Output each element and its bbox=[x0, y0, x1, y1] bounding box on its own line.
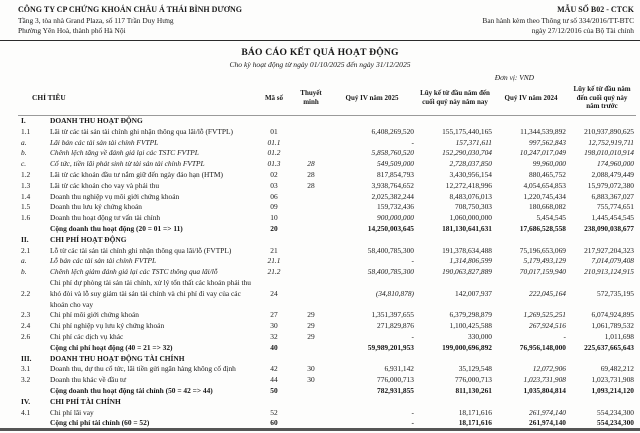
value-q4-2025: 59,989,201,953 bbox=[367, 342, 414, 352]
row-num: IV. bbox=[21, 396, 31, 406]
ma-so-cell: 30 bbox=[270, 321, 278, 331]
thuyet-minh-cell bbox=[294, 224, 328, 235]
row-label: Doanh thu nghiệp vụ môi giới chứng khoán bbox=[50, 191, 180, 201]
sub-row bbox=[18, 148, 636, 159]
value-q4-2024: 267,924,516 bbox=[529, 321, 566, 331]
item-row bbox=[18, 364, 636, 375]
row-label: CHI PHÍ HOẠT ĐỘNG bbox=[50, 234, 127, 244]
value-ytd-prior bbox=[568, 397, 636, 408]
value-q4-2025: 58,400,785,300 bbox=[367, 267, 414, 277]
row-label: Cộng doanh thu hoạt động (20 = 01 => 11) bbox=[50, 223, 183, 233]
value-ytd-current: 35,129,548 bbox=[458, 364, 492, 374]
value-q4-2024: 4,054,654,853 bbox=[523, 180, 566, 190]
form-number: MẪU SỐ B02 - CTCK bbox=[557, 5, 634, 14]
section-row bbox=[18, 235, 636, 246]
item-row bbox=[18, 127, 636, 138]
ma-so-cell: 24 bbox=[270, 288, 278, 298]
value-q4-2025: 6,931,142 bbox=[384, 364, 414, 374]
thuyet-minh-cell: 29 bbox=[307, 331, 315, 341]
report-period: Cho kỳ hoạt động từ ngày 01/10/2025 đến ngày 31/12/2025 bbox=[229, 59, 411, 69]
row-label: Cổ tức, tiền lãi phát sinh từ tài sản tài chính FVTPL bbox=[50, 159, 205, 169]
value-ytd-prior: 1,061,789,532 bbox=[591, 321, 634, 331]
row-num: 1.2 bbox=[21, 170, 31, 179]
value-ytd-prior: 198,010,010,914 bbox=[584, 148, 634, 158]
report-table-body bbox=[18, 116, 636, 430]
row-label: Lãi từ các khoản đầu tư nắm giữ đến ngày đáo hạn (HTM) bbox=[50, 170, 223, 179]
value-ytd-current: 152,290,030,704 bbox=[442, 148, 492, 158]
value-ytd-prior: 69,482,212 bbox=[600, 364, 634, 374]
thuyet-minh-cell: 28 bbox=[307, 180, 315, 190]
ma-so-cell: 01.3 bbox=[267, 159, 281, 169]
value-ytd-current: 3,430,956,154 bbox=[449, 170, 492, 179]
value-ytd-current: 2,728,037,850 bbox=[449, 159, 492, 169]
thuyet-minh-cell bbox=[294, 116, 328, 127]
value-q4-2024: 1,023,731,908 bbox=[523, 375, 566, 385]
ma-so-cell: 21 bbox=[270, 245, 278, 255]
item-row bbox=[18, 375, 636, 386]
total-row bbox=[18, 224, 636, 235]
item-row bbox=[18, 278, 636, 310]
thuyet-minh-cell: 28 bbox=[307, 159, 315, 169]
ma-so-cell bbox=[254, 235, 294, 246]
value-q4-2024: 1,220,745,434 bbox=[523, 191, 566, 201]
value-ytd-prior: 1,011,698 bbox=[604, 331, 634, 341]
row-label: Doanh thu, dự thu cổ tức, lãi tiền gửi ngân hàng không cố định bbox=[50, 364, 236, 374]
row-num: I. bbox=[21, 116, 26, 126]
value-ytd-current: 181,130,641,631 bbox=[442, 223, 492, 233]
ma-so-cell: 27 bbox=[270, 310, 278, 320]
row-num: c. bbox=[21, 159, 27, 169]
value-ytd-prior: 174,960,000 bbox=[597, 159, 634, 169]
value-ytd-current: 18,171,616 bbox=[458, 418, 492, 428]
value-q4-2024 bbox=[494, 116, 568, 127]
row-num: a. bbox=[21, 137, 27, 147]
row-label: Chi phí nghiệp vụ lưu ký chứng khoán bbox=[50, 321, 165, 331]
value-q4-2024: 10,247,017,049 bbox=[519, 148, 566, 158]
row-label: Doanh thu hoạt động tư vấn tài chính bbox=[50, 213, 161, 223]
thuyet-minh-cell bbox=[294, 397, 328, 408]
value-q4-2025: 2,025,382,244 bbox=[371, 191, 414, 201]
thuyet-minh-cell bbox=[294, 213, 328, 224]
value-ytd-current: 776,000,713 bbox=[455, 375, 492, 385]
value-q4-2025: 5,858,760,520 bbox=[371, 148, 414, 158]
value-q4-2024: 5,179,493,129 bbox=[523, 256, 566, 266]
value-ytd-prior: 554,234,300 bbox=[597, 407, 634, 417]
ma-so-cell: 42 bbox=[270, 364, 278, 374]
ma-so-cell: 50 bbox=[270, 385, 278, 395]
value-ytd-prior: 12,752,919,711 bbox=[588, 137, 634, 147]
sub-row bbox=[18, 267, 636, 278]
column-header-ytd-current: Lũy kế từ đầu năm đến cuối quý này năm nay bbox=[416, 83, 494, 116]
value-q4-2025: 159,732,436 bbox=[377, 202, 414, 212]
column-header-thuyet-minh: Thuyết minh bbox=[294, 83, 328, 116]
ma-so-cell: 40 bbox=[270, 342, 278, 352]
row-label: Chi phí dự phòng tài sản tài chính, xử lý tổn thất các khoản phải thu khó đòi và lỗ suy giảm tài sản tài chính và chi phí đi vay của các khoản cho vay bbox=[50, 277, 251, 309]
thuyet-minh-cell: 30 bbox=[307, 364, 315, 374]
item-row bbox=[18, 310, 636, 321]
thuyet-minh-cell bbox=[294, 386, 328, 397]
value-ytd-current bbox=[416, 397, 494, 408]
thuyet-minh-cell bbox=[294, 235, 328, 246]
document-header bbox=[0, 0, 640, 39]
value-q4-2024: 99,960,000 bbox=[532, 159, 566, 169]
value-ytd-current: 191,378,634,488 bbox=[442, 245, 492, 255]
company-address-line1: Tầng 3, tòa nhà Grand Plaza, số 117 Trần Duy Hưng bbox=[18, 15, 174, 25]
item-row bbox=[18, 321, 636, 332]
value-q4-2025: 900,000,000 bbox=[377, 213, 414, 223]
thuyet-minh-cell bbox=[294, 202, 328, 213]
ma-so-cell: 21.2 bbox=[267, 267, 281, 277]
value-ytd-prior: 755,774,651 bbox=[597, 202, 634, 212]
row-label: Lỗ từ các tài sản tài chính ghi nhận thông qua lãi/lỗ (FVTPL) bbox=[50, 245, 232, 255]
thuyet-minh-cell bbox=[294, 408, 328, 419]
value-ytd-prior: 554,234,300 bbox=[597, 418, 634, 428]
value-q4-2025: 271,829,876 bbox=[377, 321, 414, 331]
row-num: III. bbox=[21, 353, 32, 363]
ma-so-cell: 10 bbox=[270, 213, 278, 223]
ma-so-cell: 09 bbox=[270, 202, 278, 212]
value-q4-2025: 782,931,855 bbox=[377, 385, 414, 395]
value-ytd-current: 155,175,440,165 bbox=[442, 126, 492, 136]
row-num bbox=[18, 224, 48, 235]
value-q4-2024: 1,269,525,251 bbox=[523, 310, 566, 320]
row-label: Cộng doanh thu hoạt động tài chính (50 = 42 => 44) bbox=[50, 385, 213, 395]
ma-so-cell bbox=[254, 397, 294, 408]
value-q4-2024: 261,974,140 bbox=[529, 418, 566, 428]
row-num: 2.3 bbox=[21, 310, 31, 320]
item-row bbox=[18, 246, 636, 257]
value-q4-2025: - bbox=[411, 331, 414, 341]
thuyet-minh-cell: 29 bbox=[307, 310, 315, 320]
row-num: 3.2 bbox=[21, 375, 31, 385]
value-ytd-current: 330,000 bbox=[467, 331, 492, 341]
section-row bbox=[18, 116, 636, 127]
row-label: Chênh lệch giảm đánh giá lại các TSTC thông qua lãi/lỗ bbox=[50, 267, 218, 277]
value-ytd-prior: 1,445,454,545 bbox=[591, 213, 634, 223]
value-ytd-current: 1,100,425,588 bbox=[449, 321, 492, 331]
bottom-divider bbox=[0, 428, 640, 431]
value-ytd-prior: 572,735,195 bbox=[597, 288, 634, 298]
section-row bbox=[18, 397, 636, 408]
value-ytd-prior: 210,937,890,625 bbox=[584, 126, 634, 136]
company-address-line2: Phường Yên Hoà, thành phố Hà Nội bbox=[18, 25, 126, 35]
value-q4-2025: - bbox=[411, 137, 414, 147]
ma-so-cell: 60 bbox=[270, 418, 278, 428]
row-label: Cộng chi phí tài chính (60 = 52) bbox=[50, 418, 150, 428]
value-q4-2025: (34,810,878) bbox=[375, 288, 414, 298]
value-q4-2024: 75,196,653,069 bbox=[519, 245, 566, 255]
currency-unit-label: Đơn vị: VND bbox=[494, 72, 534, 82]
value-q4-2024: 880,465,752 bbox=[529, 170, 566, 179]
row-num: II. bbox=[21, 234, 29, 244]
form-block bbox=[482, 5, 634, 36]
row-num bbox=[18, 386, 48, 397]
item-row bbox=[18, 192, 636, 203]
value-q4-2025: 1,351,397,655 bbox=[371, 310, 414, 320]
value-ytd-current: 1,314,806,599 bbox=[449, 256, 492, 266]
value-q4-2024 bbox=[494, 235, 568, 246]
row-num: b. bbox=[21, 148, 27, 158]
table-header-row bbox=[18, 83, 636, 116]
sub-row bbox=[18, 159, 636, 170]
value-ytd-prior: 225,637,665,643 bbox=[584, 342, 634, 352]
form-issued-line2: ngày 27/12/2016 của Bộ Tài chính bbox=[531, 25, 634, 35]
row-label: Chi phí các dịch vụ khác bbox=[50, 331, 124, 341]
thuyet-minh-cell bbox=[294, 138, 328, 149]
ma-so-cell: 20 bbox=[270, 223, 278, 233]
row-num: 2.4 bbox=[21, 321, 31, 331]
value-q4-2024: 17,686,528,558 bbox=[519, 223, 566, 233]
value-q4-2025: - bbox=[411, 418, 414, 428]
value-q4-2024: 997,562,843 bbox=[529, 137, 566, 147]
ma-so-cell: 01.2 bbox=[267, 148, 281, 158]
value-ytd-current: 811,130,261 bbox=[455, 385, 492, 395]
item-row bbox=[18, 332, 636, 343]
value-q4-2025: - bbox=[411, 407, 414, 417]
thuyet-minh-cell bbox=[294, 256, 328, 267]
value-ytd-prior bbox=[568, 354, 636, 365]
thuyet-minh-cell: 30 bbox=[307, 375, 315, 385]
row-num: 1.3 bbox=[21, 180, 31, 190]
row-label: DOANH THU HOẠT ĐỘNG bbox=[50, 116, 143, 126]
value-q4-2024: - bbox=[563, 331, 566, 341]
value-ytd-prior: 210,913,124,915 bbox=[584, 267, 634, 277]
row-num: 1.1 bbox=[21, 126, 31, 136]
thuyet-minh-cell bbox=[294, 148, 328, 159]
value-q4-2025 bbox=[328, 354, 416, 365]
thuyet-minh-cell bbox=[294, 267, 328, 278]
value-q4-2024: 180,668,082 bbox=[529, 202, 566, 212]
value-ytd-prior: 238,090,038,677 bbox=[584, 223, 634, 233]
row-label: Chi phí lãi vay bbox=[50, 407, 94, 417]
ma-so-cell: 02 bbox=[270, 170, 278, 179]
row-num: 1.4 bbox=[21, 191, 31, 201]
value-q4-2025: 776,000,713 bbox=[377, 375, 414, 385]
table-header bbox=[18, 83, 636, 116]
row-label: CHI PHÍ TÀI CHÍNH bbox=[50, 396, 121, 406]
thuyet-minh-cell bbox=[294, 278, 328, 310]
value-ytd-current: 199,000,696,892 bbox=[442, 342, 492, 352]
item-row bbox=[18, 181, 636, 192]
ma-so-cell: 01.1 bbox=[267, 137, 281, 147]
value-q4-2024: 76,956,148,000 bbox=[519, 342, 566, 352]
value-q4-2025: 14,250,003,645 bbox=[367, 223, 414, 233]
company-name: CÔNG TY CP CHỨNG KHOÁN CHÂU Á THÁI BÌNH DƯƠNG bbox=[18, 5, 242, 14]
value-q4-2024: 1,035,804,814 bbox=[523, 385, 566, 395]
value-ytd-prior: 217,927,204,323 bbox=[584, 245, 634, 255]
company-block bbox=[18, 5, 242, 36]
ma-so-cell: 06 bbox=[270, 191, 278, 201]
value-ytd-current: 142,007,937 bbox=[455, 288, 492, 298]
column-header-ytd-prior: Lũy kế từ đầu năm đến cuối quý này năm trước bbox=[568, 83, 636, 116]
thuyet-minh-cell bbox=[294, 246, 328, 257]
row-label: Lãi từ các khoản cho vay và phải thu bbox=[50, 180, 160, 190]
thuyet-minh-cell bbox=[294, 343, 328, 354]
value-ytd-current: 708,750,303 bbox=[455, 202, 492, 212]
value-q4-2025 bbox=[328, 235, 416, 246]
row-label: Lãi bán các tài sản tài chính FVTPL bbox=[50, 137, 159, 147]
total-row bbox=[18, 386, 636, 397]
row-num: 3.1 bbox=[21, 364, 31, 374]
row-num: 4.1 bbox=[21, 407, 31, 417]
row-num: b. bbox=[21, 267, 27, 277]
column-header-ma-so: Mã số bbox=[254, 83, 294, 116]
value-ytd-current: 1,060,000,000 bbox=[449, 213, 492, 223]
column-header-q4-2024: Quý IV năm 2024 bbox=[494, 83, 568, 116]
value-ytd-current bbox=[416, 354, 494, 365]
income-statement-table bbox=[18, 83, 636, 429]
row-label: Chênh lệch tăng về đánh giá lại các TSTC FVTPL bbox=[50, 148, 199, 158]
value-ytd-prior: 6,074,924,895 bbox=[591, 310, 634, 320]
thuyet-minh-cell bbox=[294, 192, 328, 203]
column-header-q4-2025: Quý IV năm 2025 bbox=[328, 83, 416, 116]
value-q4-2024: 222,045,164 bbox=[529, 288, 566, 298]
row-label: Lỗ bán các tài sản tài chính FVTPL bbox=[50, 256, 157, 266]
value-ytd-prior bbox=[568, 235, 636, 246]
row-label: DOANH THU HOẠT ĐỘNG TÀI CHÍNH bbox=[50, 353, 185, 363]
row-label: Doanh thu khác về đầu tư bbox=[50, 375, 127, 385]
value-q4-2024: 12,072,906 bbox=[532, 364, 566, 374]
value-q4-2025: 3,938,764,652 bbox=[371, 180, 414, 190]
sub-row bbox=[18, 256, 636, 267]
header-divider bbox=[0, 40, 640, 41]
item-row bbox=[18, 202, 636, 213]
value-q4-2025: 549,509,000 bbox=[377, 159, 414, 169]
value-q4-2025: 58,400,785,300 bbox=[367, 245, 414, 255]
value-ytd-prior: 15,979,072,380 bbox=[587, 180, 634, 190]
ma-so-cell: 44 bbox=[270, 375, 278, 385]
row-label: Chi phí môi giới chứng khoán bbox=[50, 310, 140, 320]
value-q4-2024 bbox=[494, 354, 568, 365]
value-ytd-current: 190,063,827,889 bbox=[442, 267, 492, 277]
value-q4-2025: - bbox=[411, 256, 414, 266]
row-num: 2.2 bbox=[21, 288, 31, 298]
total-row bbox=[18, 343, 636, 354]
value-ytd-prior: 7,014,079,408 bbox=[591, 256, 634, 266]
value-ytd-prior: 1,023,731,908 bbox=[591, 375, 634, 385]
thuyet-minh-cell: 28 bbox=[307, 170, 315, 179]
item-row bbox=[18, 408, 636, 419]
row-num bbox=[18, 343, 48, 354]
ma-so-cell: 32 bbox=[270, 331, 278, 341]
ma-so-cell bbox=[254, 116, 294, 127]
ma-so-cell: 01 bbox=[270, 126, 278, 136]
row-num: a. bbox=[21, 256, 27, 266]
value-q4-2024: 70,017,159,940 bbox=[519, 267, 566, 277]
column-header-chi-tieu: CHỈ TIÊU bbox=[18, 83, 254, 116]
value-ytd-current bbox=[416, 116, 494, 127]
ma-so-cell bbox=[254, 354, 294, 365]
value-q4-2024 bbox=[494, 397, 568, 408]
value-ytd-prior: 6,883,367,027 bbox=[591, 191, 634, 201]
value-ytd-prior: 2,088,479,449 bbox=[591, 170, 634, 179]
item-row bbox=[18, 170, 636, 181]
ma-so-cell: 52 bbox=[270, 407, 278, 417]
value-q4-2025: 6,408,269,520 bbox=[371, 126, 414, 136]
value-ytd-current bbox=[416, 235, 494, 246]
row-num: 1.5 bbox=[21, 202, 31, 212]
value-q4-2025 bbox=[328, 397, 416, 408]
value-ytd-prior: 1,093,214,120 bbox=[591, 385, 634, 395]
thuyet-minh-cell: 29 bbox=[307, 321, 315, 331]
row-label: Lãi từ các tài sản tài chính ghi nhận thông qua lãi/lỗ (FVTPL) bbox=[50, 126, 233, 136]
report-title: BÁO CÁO KẾT QUẢ HOẠT ĐỘNG bbox=[241, 46, 399, 58]
row-num: 2.1 bbox=[21, 245, 31, 255]
value-q4-2024: 11,344,539,892 bbox=[520, 126, 566, 136]
thuyet-minh-cell bbox=[294, 354, 328, 365]
value-ytd-current: 12,272,418,996 bbox=[445, 180, 492, 190]
item-row bbox=[18, 213, 636, 224]
value-ytd-current: 18,171,616 bbox=[458, 407, 492, 417]
sub-row bbox=[18, 138, 636, 149]
value-q4-2024: 261,974,140 bbox=[529, 407, 566, 417]
row-num: 1.6 bbox=[21, 213, 31, 223]
row-label: Cộng chi phí hoạt động (40 = 21 => 32) bbox=[50, 342, 173, 352]
ma-so-cell: 21.1 bbox=[267, 256, 281, 266]
value-q4-2024: 5,454,545 bbox=[536, 213, 566, 223]
value-ytd-current: 8,483,076,013 bbox=[449, 191, 492, 201]
row-label: Doanh thu lưu ký chứng khoán bbox=[50, 202, 142, 212]
value-q4-2025: 817,854,793 bbox=[377, 170, 414, 179]
value-ytd-current: 6,379,298,879 bbox=[449, 310, 492, 320]
value-q4-2025 bbox=[328, 116, 416, 127]
section-row bbox=[18, 354, 636, 365]
value-ytd-current: 157,371,611 bbox=[455, 137, 492, 147]
form-issued-line1: Ban hành kèm theo Thông tư số 334/2016/TT-BTC bbox=[482, 15, 634, 25]
ma-so-cell: 03 bbox=[270, 180, 278, 190]
value-ytd-prior bbox=[568, 116, 636, 127]
row-num: 2.6 bbox=[21, 331, 31, 341]
thuyet-minh-cell bbox=[294, 127, 328, 138]
